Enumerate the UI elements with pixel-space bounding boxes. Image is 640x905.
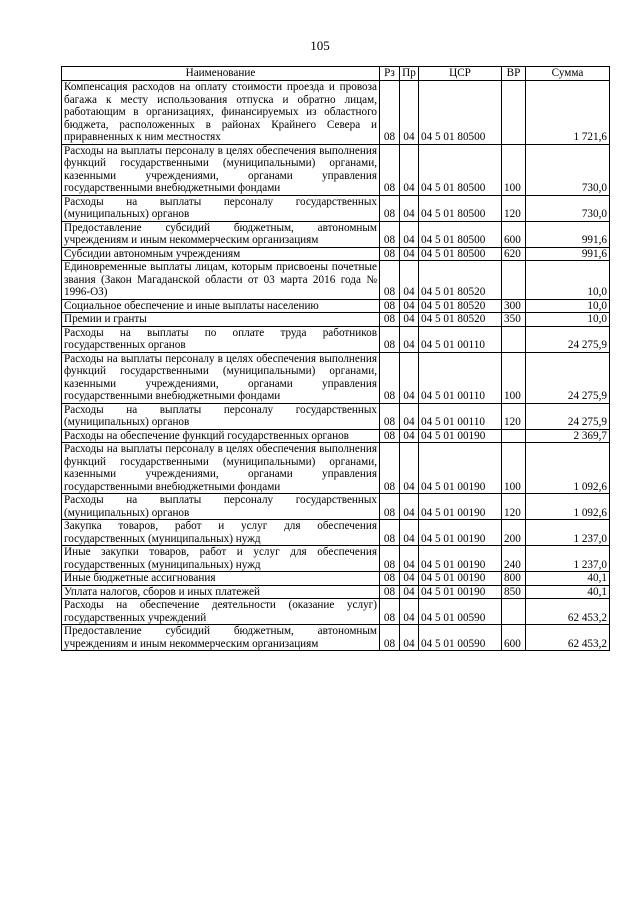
- cell-vr: 100: [502, 144, 526, 195]
- cell-name: Расходы на обеспечение деятельности (оказание услуг) государственных учреждений: [62, 599, 380, 625]
- cell-vr: 800: [502, 572, 526, 586]
- cell-name: Иные закупки товаров, работ и услуг для обеспечения государственных (муниципальных) нужд: [62, 546, 380, 572]
- table-row: [62, 572, 610, 586]
- cell-rz: 08: [380, 326, 400, 352]
- cell-csr: 04 5 01 00190: [419, 585, 502, 599]
- table-row: [62, 520, 610, 546]
- cell-name: Закупка товаров, работ и услуг для обеспечения государственных (муниципальных) нужд: [62, 520, 380, 546]
- header-csr: ЦСР: [419, 67, 502, 81]
- cell-sum: 991,6: [526, 247, 610, 261]
- cell-vr: 120: [502, 403, 526, 429]
- cell-rz: 08: [380, 443, 400, 494]
- cell-sum: 24 275,9: [526, 352, 610, 403]
- cell-pr: 04: [400, 326, 419, 352]
- cell-vr: 120: [502, 195, 526, 221]
- cell-vr: 240: [502, 546, 526, 572]
- cell-pr: 04: [400, 352, 419, 403]
- cell-rz: 08: [380, 352, 400, 403]
- table-row: [62, 599, 610, 625]
- header-name: Наименование: [62, 67, 380, 81]
- cell-vr: 620: [502, 247, 526, 261]
- cell-csr: 04 5 01 00190: [419, 572, 502, 586]
- cell-sum: 2 369,7: [526, 429, 610, 443]
- table-row: [62, 326, 610, 352]
- cell-csr: 04 5 01 80500: [419, 144, 502, 195]
- cell-pr: 04: [400, 247, 419, 261]
- cell-sum: 1 237,0: [526, 520, 610, 546]
- cell-name: Предоставление субсидий бюджетным, автономным учреждениям и иным некоммерческим организациям: [62, 221, 380, 247]
- cell-rz: 08: [380, 546, 400, 572]
- cell-vr: [502, 599, 526, 625]
- table-row: [62, 546, 610, 572]
- header-vr: ВР: [502, 67, 526, 81]
- cell-rz: 08: [380, 494, 400, 520]
- cell-sum: 40,1: [526, 572, 610, 586]
- table-row: [62, 299, 610, 313]
- page-number: 105: [310, 38, 330, 53]
- cell-rz: 08: [380, 221, 400, 247]
- cell-name: Социальное обеспечение и иные выплаты населению: [62, 299, 380, 313]
- cell-csr: 04 5 01 00110: [419, 352, 502, 403]
- budget-table: [61, 66, 610, 651]
- cell-csr: 04 5 01 00190: [419, 429, 502, 443]
- table-row: [62, 403, 610, 429]
- cell-rz: 08: [380, 313, 400, 327]
- cell-csr: 04 5 01 80500: [419, 247, 502, 261]
- cell-rz: 08: [380, 81, 400, 145]
- cell-name: Расходы на выплаты персоналу государственных (муниципальных) органов: [62, 403, 380, 429]
- cell-sum: 10,0: [526, 299, 610, 313]
- header-sum: Сумма: [526, 67, 610, 81]
- cell-sum: 991,6: [526, 221, 610, 247]
- cell-rz: 08: [380, 299, 400, 313]
- cell-pr: 04: [400, 144, 419, 195]
- cell-vr: [502, 429, 526, 443]
- cell-pr: 04: [400, 585, 419, 599]
- cell-csr: 04 5 01 00190: [419, 443, 502, 494]
- cell-name: Иные бюджетные ассигнования: [62, 572, 380, 586]
- cell-name: Предоставление субсидий бюджетным, автономным учреждениям и иным некоммерческим организациям: [62, 625, 380, 651]
- cell-csr: 04 5 01 80500: [419, 195, 502, 221]
- table-row: [62, 221, 610, 247]
- table-row: [62, 352, 610, 403]
- cell-pr: 04: [400, 313, 419, 327]
- cell-rz: 08: [380, 247, 400, 261]
- cell-sum: 10,0: [526, 313, 610, 327]
- cell-rz: 08: [380, 625, 400, 651]
- cell-vr: 200: [502, 520, 526, 546]
- cell-pr: 04: [400, 403, 419, 429]
- table-row: [62, 144, 610, 195]
- header-pr: Пр: [400, 67, 419, 81]
- cell-sum: 62 453,2: [526, 625, 610, 651]
- cell-name: Уплата налогов, сборов и иных платежей: [62, 585, 380, 599]
- cell-pr: 04: [400, 520, 419, 546]
- cell-csr: 04 5 01 00590: [419, 599, 502, 625]
- cell-rz: 08: [380, 572, 400, 586]
- cell-sum: 24 275,9: [526, 403, 610, 429]
- cell-name: Расходы на выплаты персоналу в целях обеспечения выполнения функций государственными (муниципальными) органами, казенными учреждениями, органами управления государственными внебюджетными фондами: [62, 144, 380, 195]
- cell-pr: 04: [400, 494, 419, 520]
- cell-vr: 600: [502, 625, 526, 651]
- table-row: [62, 195, 610, 221]
- cell-pr: 04: [400, 546, 419, 572]
- cell-vr: [502, 261, 526, 300]
- cell-vr: 100: [502, 443, 526, 494]
- cell-sum: 1 092,6: [526, 494, 610, 520]
- cell-rz: 08: [380, 403, 400, 429]
- cell-sum: 10,0: [526, 261, 610, 300]
- cell-vr: 120: [502, 494, 526, 520]
- table-row: [62, 247, 610, 261]
- cell-csr: 04 5 01 80520: [419, 299, 502, 313]
- header-rz: Рз: [380, 67, 400, 81]
- cell-csr: 04 5 01 80520: [419, 261, 502, 300]
- cell-csr: 04 5 01 00190: [419, 494, 502, 520]
- table-row: [62, 443, 610, 494]
- cell-vr: [502, 326, 526, 352]
- cell-pr: 04: [400, 81, 419, 145]
- cell-sum: 62 453,2: [526, 599, 610, 625]
- cell-rz: 08: [380, 195, 400, 221]
- table-header-row: [62, 67, 610, 81]
- table-row: [62, 585, 610, 599]
- cell-name: Расходы на выплаты персоналу государственных (муниципальных) органов: [62, 195, 380, 221]
- cell-name: Расходы на выплаты персоналу в целях обеспечения выполнения функций государственными (муниципальными) органами, казенными учреждениями, органами управления государственными внебюджетными фондами: [62, 352, 380, 403]
- cell-rz: 08: [380, 261, 400, 300]
- cell-rz: 08: [380, 144, 400, 195]
- cell-name: Единовременные выплаты лицам, которым присвоены почетные звания (Закон Магаданской области от 03 марта 2016 года № 1996-ОЗ): [62, 261, 380, 300]
- table-row: [62, 313, 610, 327]
- cell-name: Расходы на выплаты по оплате труда работников государственных органов: [62, 326, 380, 352]
- cell-pr: 04: [400, 429, 419, 443]
- cell-vr: 100: [502, 352, 526, 403]
- table-row: [62, 429, 610, 443]
- cell-name: Расходы на выплаты персоналу государственных (муниципальных) органов: [62, 494, 380, 520]
- cell-name: Расходы на выплаты персоналу в целях обеспечения выполнения функций государственными (муниципальными) органами, казенными учреждениями, органами управления государственными внебюджетными фондами: [62, 443, 380, 494]
- cell-csr: 04 5 01 00110: [419, 326, 502, 352]
- cell-pr: 04: [400, 221, 419, 247]
- cell-csr: 04 5 01 00190: [419, 546, 502, 572]
- cell-pr: 04: [400, 299, 419, 313]
- cell-sum: 24 275,9: [526, 326, 610, 352]
- cell-pr: 04: [400, 261, 419, 300]
- cell-sum: 1 092,6: [526, 443, 610, 494]
- cell-pr: 04: [400, 572, 419, 586]
- cell-name: Компенсация расходов на оплату стоимости проезда и провоза багажа к месту использования отпуска и обратно лицам, работающим в организациях, финансируемых из областного бюджета, расположенных в районах Крайнего Севера и приравненных к ним местностях: [62, 81, 380, 145]
- cell-csr: 04 5 01 00190: [419, 520, 502, 546]
- cell-csr: 04 5 01 80500: [419, 221, 502, 247]
- cell-vr: 600: [502, 221, 526, 247]
- cell-sum: 730,0: [526, 195, 610, 221]
- cell-name: Расходы на обеспечение функций государственных органов: [62, 429, 380, 443]
- cell-name: Премии и гранты: [62, 313, 380, 327]
- cell-pr: 04: [400, 443, 419, 494]
- cell-vr: 850: [502, 585, 526, 599]
- cell-vr: 350: [502, 313, 526, 327]
- cell-vr: [502, 81, 526, 145]
- cell-rz: 08: [380, 585, 400, 599]
- table-row: [62, 494, 610, 520]
- cell-csr: 04 5 01 80500: [419, 81, 502, 145]
- cell-csr: 04 5 01 00590: [419, 625, 502, 651]
- cell-sum: 1 237,0: [526, 546, 610, 572]
- cell-csr: 04 5 01 80520: [419, 313, 502, 327]
- cell-rz: 08: [380, 429, 400, 443]
- cell-sum: 1 721,6: [526, 81, 610, 145]
- cell-pr: 04: [400, 599, 419, 625]
- cell-name: Субсидии автономным учреждениям: [62, 247, 380, 261]
- cell-sum: 40,1: [526, 585, 610, 599]
- cell-vr: 300: [502, 299, 526, 313]
- table-row: [62, 625, 610, 651]
- cell-pr: 04: [400, 195, 419, 221]
- cell-sum: 730,0: [526, 144, 610, 195]
- table-row: [62, 261, 610, 300]
- cell-rz: 08: [380, 520, 400, 546]
- cell-pr: 04: [400, 625, 419, 651]
- table-row: [62, 81, 610, 145]
- cell-rz: 08: [380, 599, 400, 625]
- cell-csr: 04 5 01 00110: [419, 403, 502, 429]
